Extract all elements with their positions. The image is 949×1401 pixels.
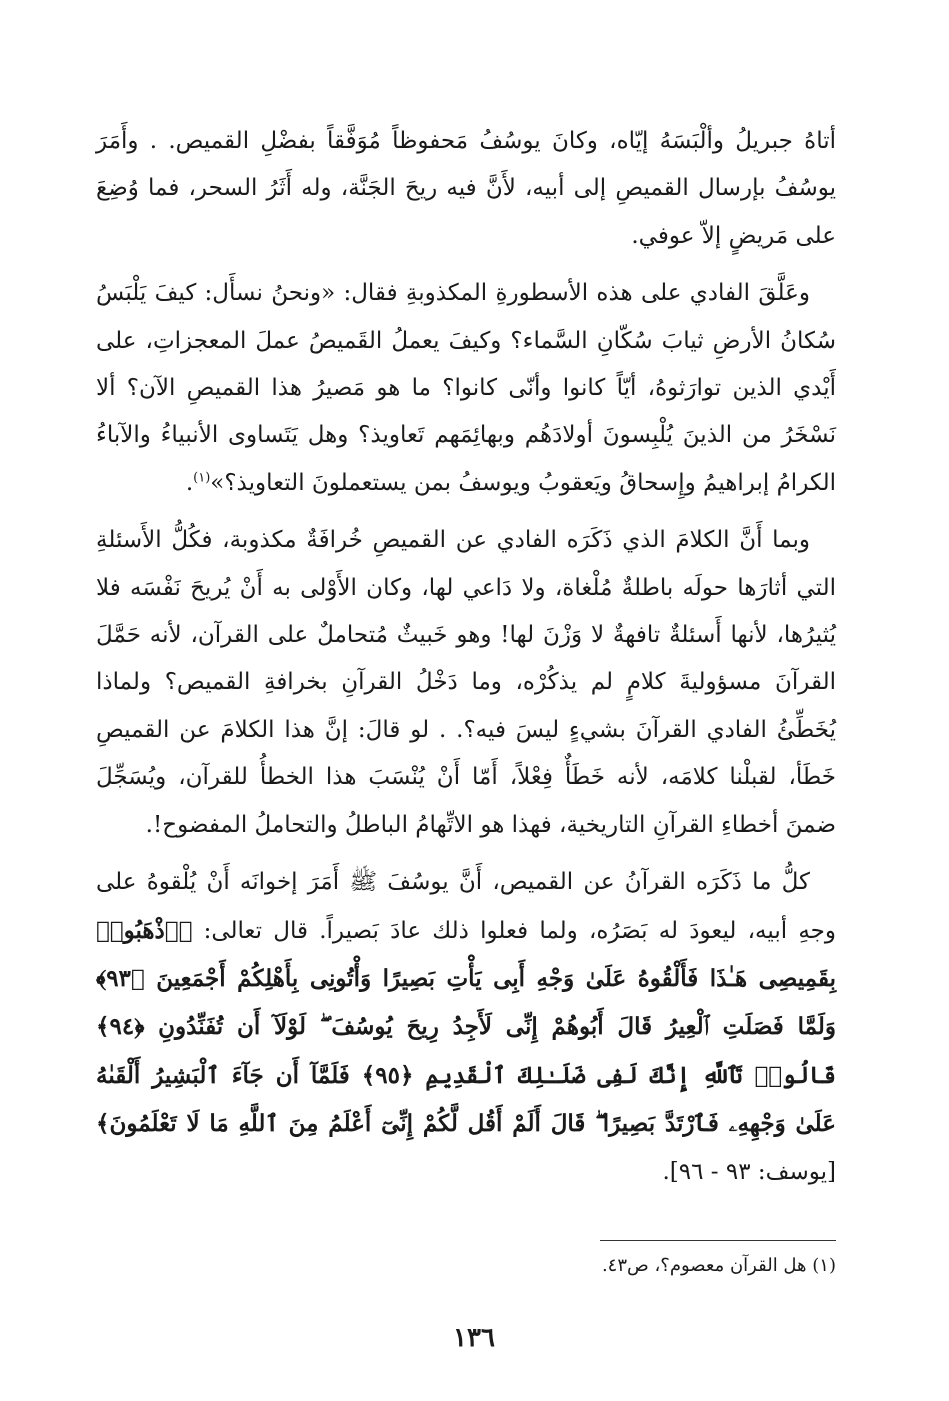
paragraph-4-text: كلُّ ما ذَكَرَه القرآنُ عن القميص، أَنَّ يوسُفَ ﷺ أَمَرَ إخوانَه أَنْ يُلْقوهُ على وجهِ أبيه، ليعودَ له بَصَرُه، ولما فعلوا ذلك عادَ بَصيراً. قال تعالى: bbox=[96, 869, 836, 944]
footnote-separator bbox=[600, 1240, 836, 1241]
main-text bbox=[96, 118, 836, 1196]
paragraph-1: أتاهُ جبريلُ وألْبَسَهُ إيّاه، وكانَ يوسُفُ مَحفوظاً مُوَفَّقاً بفضْلِ القميص. . وأَمَرَ يوسُفُ بإرسال القميصِ إلى أبيه، لأَنَّ فيه ريحَ الجَنَّة، وله أَثَرُ السحر، فما وُضِعَ على مَريضٍ إلاّ عوفي. bbox=[96, 128, 836, 249]
quran-citation: [يوسف: ٩٣ - ٩٦]. bbox=[662, 1158, 836, 1185]
footnote: (١) هل القرآن معصوم؟، ص٤٣. bbox=[601, 1255, 836, 1276]
quran-verses: ﴿ٱذْهَبُوا۟ بِقَمِيصِى هَـٰذَا فَأَلْقُوهُ عَلَىٰ وَجْهِ أَبِى يَأْتِ بَصِيرًا وَأْتُونِى بِأَهْلِكُمْ أَجْمَعِينَ ﴿٩٣﴾ وَلَمَّا فَصَلَتِ ٱلْعِيرُ قَالَ أَبُوهُمْ إِنِّى لَأَجِدُ رِيحَ يُوسُفَ ۖ لَوْلَآ أَن تُفَنِّدُونِ ﴿٩٤﴾ قَالُوا۟ تَٱللَّهِ إِنَّكَ لَفِى ضَلَـٰلِكَ ٱلْقَدِيمِ ﴿٩٥﴾ فَلَمَّآ أَن جَآءَ ٱلْبَشِيرُ أَلْقَىٰهُ عَلَىٰ وَجْهِهِۦ فَٱرْتَدَّ بَصِيرًا ۖ قَالَ أَلَمْ أَقُل لَّكُمْ إِنِّىٓ أَعْلَمُ مِنَ ٱللَّهِ مَا لَا تَعْلَمُونَ﴾ bbox=[96, 916, 836, 1138]
paragraph-2-text: وعَلَّقَ الفادي على هذه الأسطورةِ المكذوبةِ فقال: «ونحنُ نسأَل: كيفَ يَلْبَسُ سُكانُ الأرضِ ثيابَ سُكّانِ السَّماء؟ وكيفَ يعملُ القَميصُ عملَ المعجزاتِ، على أَيْدي الذين توارَثوهُ، أيّاً كانوا وأنّى كانوا؟ ما هو مَصيرُ هذا القميصِ الآن؟ ألا نَسْخَرُ من الذينَ يُلْبِسونَ أولادَهُم وبهائِمَهم تَعاويذ؟ وهل يَتَساوى الأنبياءُ والآباءُ الكرامُ إبراهيمُ وإِسحاقُ ويَعقوبُ ويوسفُ بمن يستعملونَ التعاويذ؟» bbox=[96, 280, 836, 496]
page-number: ١٣٦ bbox=[453, 1323, 495, 1353]
footnote-reference: (١) bbox=[193, 470, 211, 486]
paragraph-3: وبما أَنَّ الكلامَ الذي ذَكَرَه الفادي عن القميصِ خُرافَةٌ مكذوبة، فكُلُّ الأَسئلةِ التي أثارَها حولَه باطلةٌ مُلْغاة، ولا دَاعي لها، وكان الأَوْلى به أَنْ يُريحَ نَفْسَه فلا يُثيرُها، لأنها أَسئلةٌ تافهةٌ لا وَزْنَ لها! وهو خَبيثٌ مُتحاملٌ على القرآن، لأنه حَمَّلَ القرآنَ مسؤوليةَ كلامٍ لم يذكُرْه، وما دَخْلُ القرآنِ بخرافةِ القميص؟ ولماذا يُخَطِّئُ الفادي القرآنَ بشيءٍ ليسَ فيه؟. . لو قالَ: إنَّ هذا الكلامَ عن القميصِ خَطَأ، لقبلْنا كلامَه، لأنه خَطَأٌ فِعْلاً، أَمّا أَنْ يُنْسَبَ هذا الخطأُ للقرآن، ويُسَجِّلَ ضمنَ أخطاءِ القرآنِ التاريخية، فهذا هو الاتِّهامُ الباطلُ والتحاملُ المفضوح!. bbox=[96, 527, 836, 838]
paragraph-4 bbox=[96, 859, 836, 1196]
paragraph-2: وعَلَّقَ الفادي على هذه الأسطورةِ المكذوبةِ فقال: «ونحنُ نسأَل: كيفَ يَلْبَسُ سُكانُ الأرضِ ثيابَ سُكّانِ السَّماء؟ وكيفَ يعملُ القَميصُ عملَ المعجزاتِ، على أَيْدي الذين توارَثوهُ، أيّاً كانوا وأنّى كانوا؟ ما هو مَصيرُ هذا القميصِ الآن؟ ألا نَسْخَرُ من الذينَ يُلْبِسونَ أولادَهُم وبهائِمَهم تَعاويذ؟ وهل يَتَساوى الأنبياءُ والآباءُ الكرامُ إبراهيمُ وإِسحاقُ ويَعقوبُ ويوسفُ بمن يستعملونَ التعاويذ؟»$^{(١)}$. bbox=[96, 280, 836, 496]
